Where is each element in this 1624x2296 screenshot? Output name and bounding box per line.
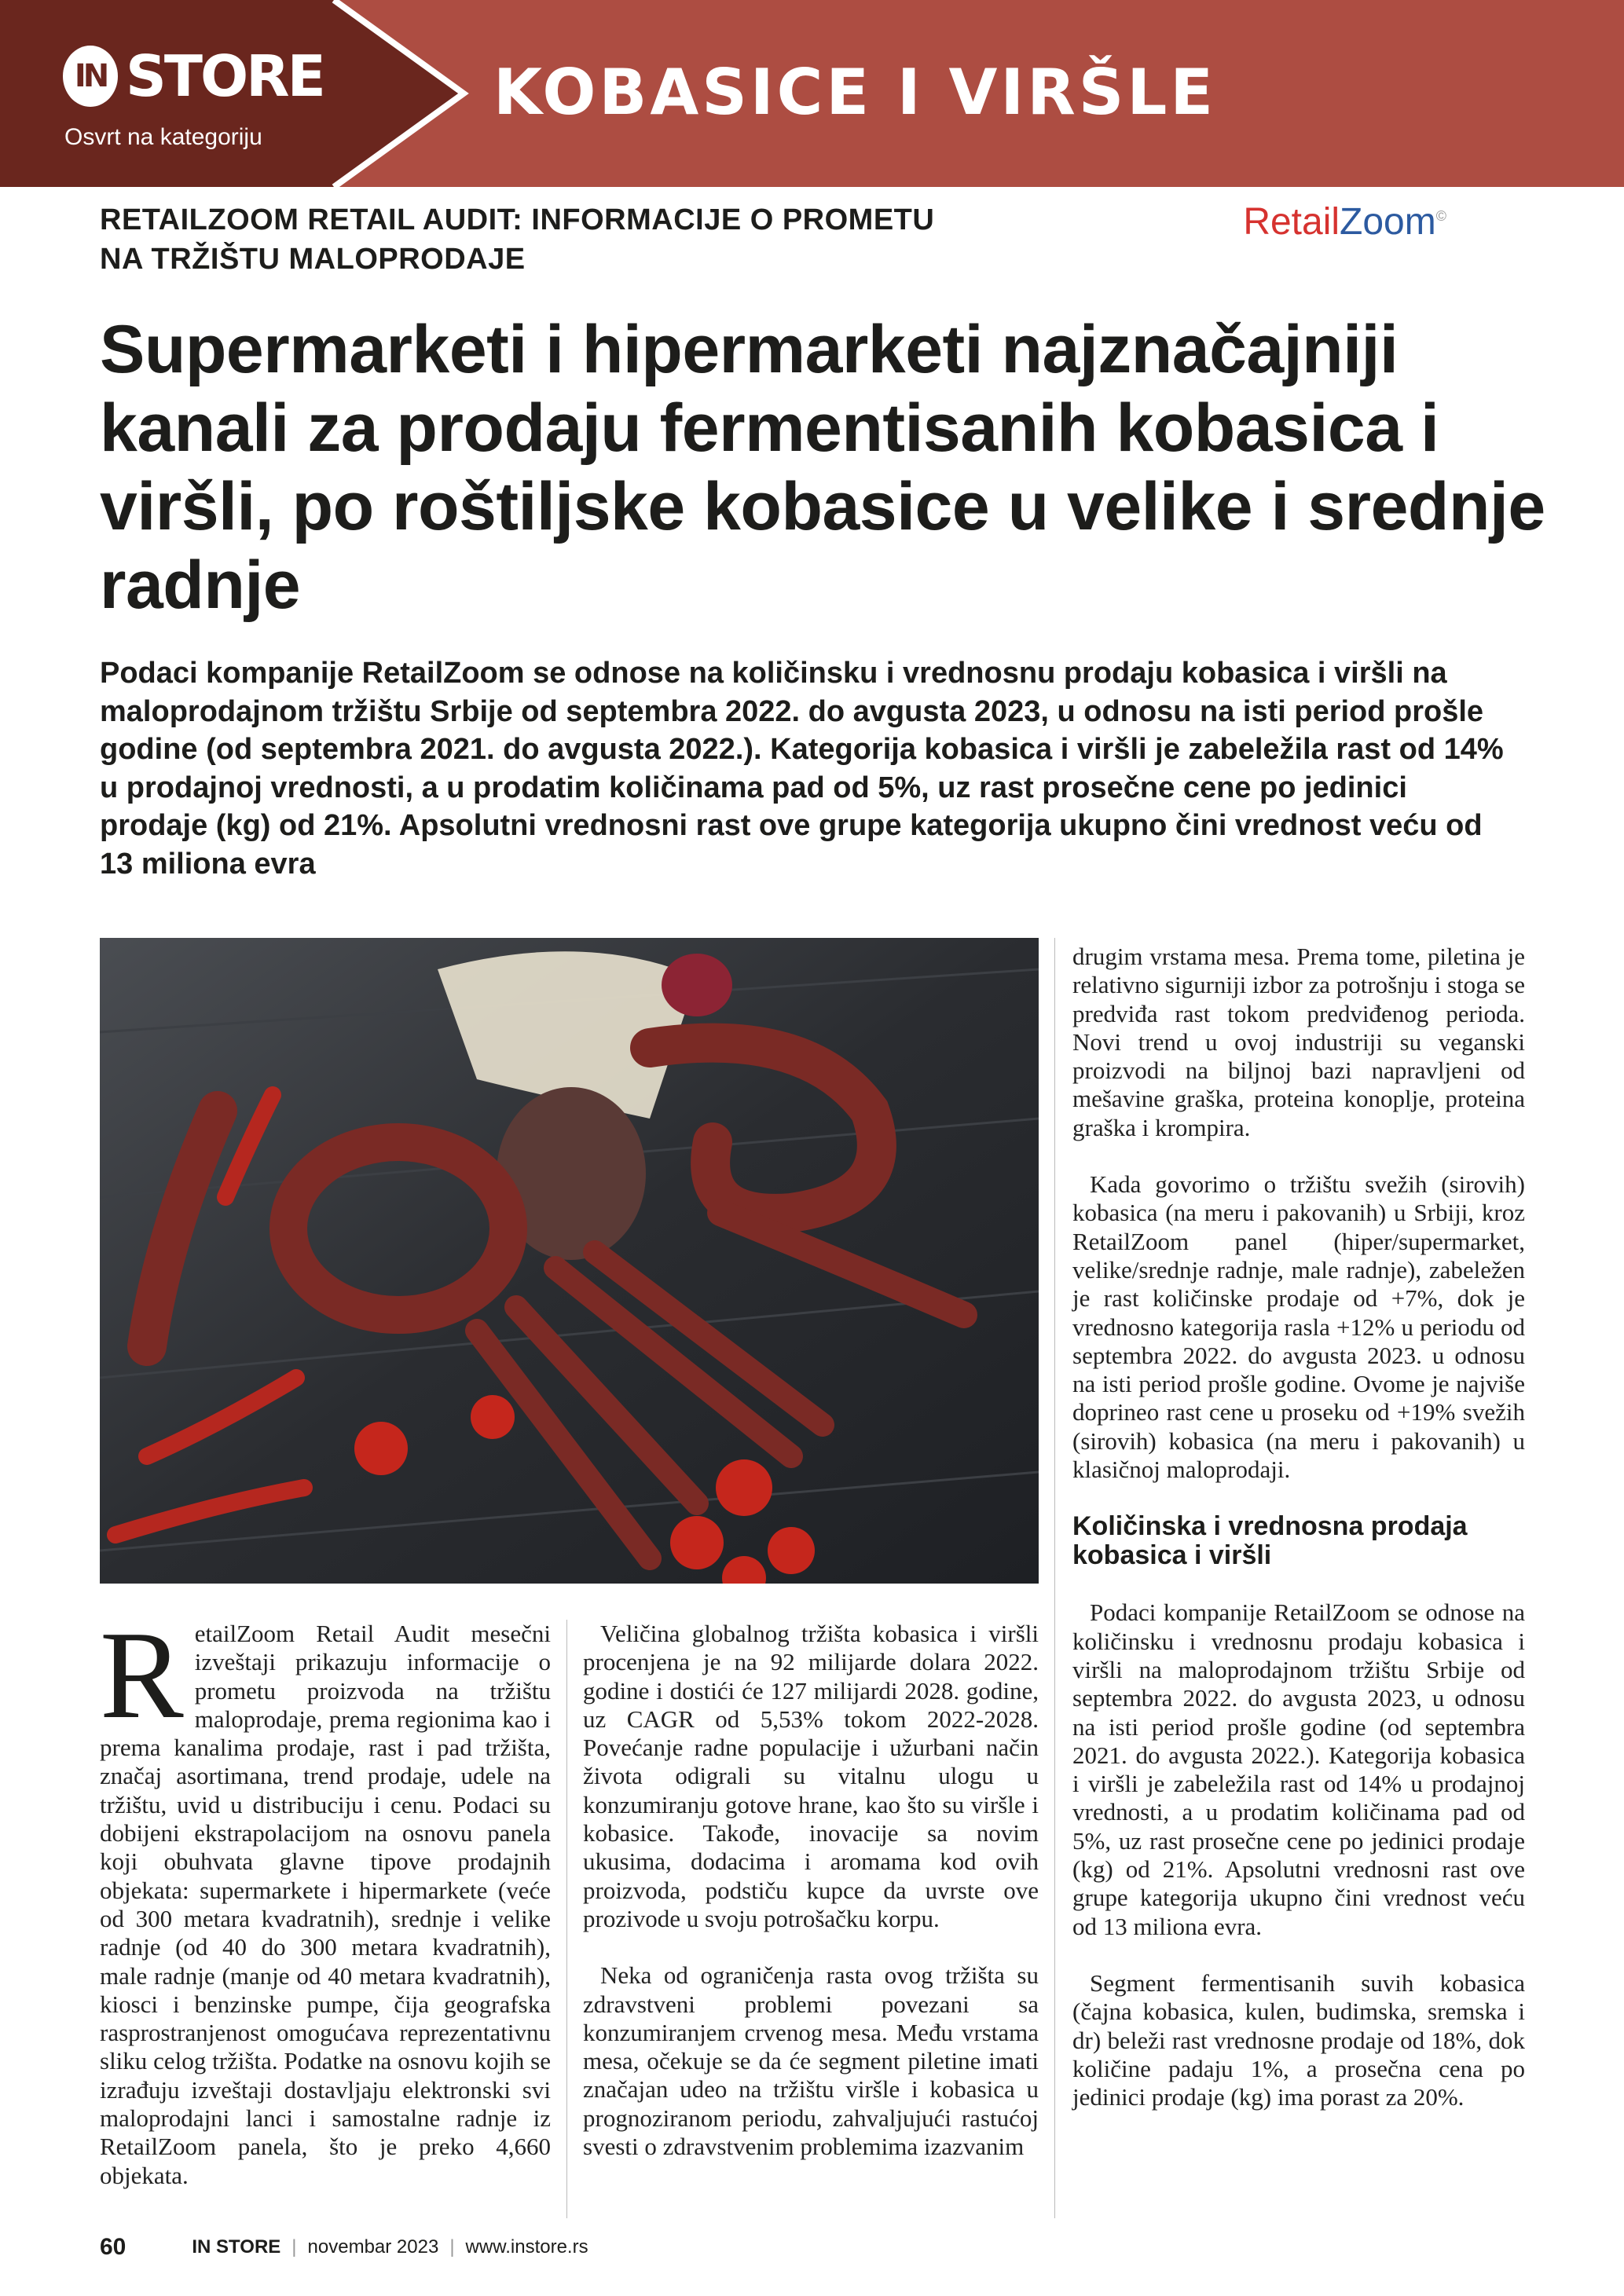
article-column-3 — [1072, 943, 1525, 2218]
retailzoom-logo — [1243, 200, 1446, 244]
paragraph: Segment fermentisanih suvih kobasica (čajna kobasica, kulen, budimska, sremska i dr) beleži rast vrednosne prodaje od 18%, dok količine padaju 1%, a prosečna cena po jedinici prodaje (kg) ima porast za 20%. — [1072, 1968, 1525, 2111]
article-column-2 — [583, 1620, 1039, 2218]
article-top-row — [100, 187, 1525, 279]
article-kicker — [100, 200, 934, 279]
sausages-photo — [100, 938, 1039, 1584]
logo-part-retail: Retail — [1243, 201, 1340, 243]
article-column-1 — [100, 1605, 551, 2218]
paragraph: Kada govorimo o tržištu svežih (sirovih) kobasica (na meru i pakovanih) u Srbiji, kroz RetailZoom panel (hiper/supermarket, velike/srednje radnje, male radnje), zabeležen je rast količinske prodaje od +7%, dok je vrednosno kategorija rasla +12% u periodu od septembra 2022. do avgusta 2023. u odnosu na isti period prošle godine. Ovome je najviše doprineo rast cene u proseku od +19% svežih (sirovih) kobasica (na meru i pakovanih) u klasičnoj maloprodaji. — [1072, 1170, 1525, 1484]
footer-logo: IN STORE — [192, 2236, 281, 2258]
footer-issue: novembar 2023 — [307, 2236, 439, 2258]
logo-part-zoom: Zoom — [1340, 201, 1436, 243]
in-circle-logo-icon: IN — [63, 46, 118, 107]
header-tagline: Osvrt na kategoriju — [64, 124, 262, 150]
paragraph: Neka od ograničenja rasta ovog tržišta su zdravstveni problemi povezani sa konzumiranjem crvenog mesa. Među vrstama mesa, očekuje se da će segment piletine imati značajan udeo na tržištu viršle i kobasica u prognoziranom periodu, zahvaljujući rastućoj svesti o zdravstvenim problemima izazvanim — [583, 1961, 1039, 2161]
instore-logo — [63, 43, 324, 109]
page-number: 60 — [100, 2233, 126, 2260]
footer-divider: | — [449, 2236, 455, 2258]
article-left-area — [100, 938, 1039, 2218]
article-content — [0, 187, 1624, 2284]
logo-mark: © — [1435, 208, 1446, 224]
paragraph: etailZoom Retail Audit mesečni izveštaji prikazuju informacije o prometu proizvoda na tržištu maloprodaje, prema regionima kao i prema kanalima prodaje, rast i pad tržišta, značaj asortimana, trend prodaje, udele na tržištu, uvid u distribuciju i cenu. Podaci su dobijeni ekstrapolacijom na osnovu panela koji obuhvata glavne tipove prodajnih objekata: supermarkete i hipermarkete (veće od 300 metara kvadratnih), srednje i velike radnje (od 40 do 300 metara kvadratnih), male radnje (manje od 40 metara kvadratnih), kiosci i benzinske pumpe, čija geografska rasprostranjenost omogućava reprezentativnu sliku celog tržišta. Podatke na osnovu kojih se izrađuju izveštaji dostavljaju elektronski svi maloprodajni lanci i samostalne radnje iz RetailZoom panela, što je preko 4,660 objekata. — [100, 1620, 551, 2189]
sausages-illustration — [100, 938, 1039, 1584]
drop-cap: R — [100, 1605, 184, 1745]
column-divider — [1054, 938, 1055, 2218]
footer-divider: | — [291, 2236, 297, 2258]
logo-store-text: STORE — [126, 43, 324, 109]
section-subheading: Količinska i vrednosna prodaja kobasica i viršli — [1072, 1511, 1468, 1571]
column-divider — [566, 1620, 567, 2218]
article-body — [100, 938, 1525, 2218]
lower-columns — [100, 1605, 1039, 2218]
kicker-line-1: RETAILZOOM RETAIL AUDIT: INFORMACIJE O PROMETU — [100, 203, 935, 236]
category-header-banner — [0, 0, 1624, 187]
paragraph: Veličina globalnog tržišta kobasica i viršli procenjena je na 92 milijarde dolara 2022. godine i dostići će 127 milijardi 2028. godine, uz CAGR od 5,53% tokom 2022-2028. Povećanje radne populacije i užurbani način života odigrali su vitalnu ulogu u konzumiranju gotove hrane, kao što su viršle i kobasice. Takođe, inovacije sa novim ukusima, dodacima i aromama kod ovih proizvoda, podstiču kupce da uvrste ove prozivode u svoju potrošačku korpu. — [583, 1620, 1039, 1932]
paragraph: drugim vrstama mesa. Prema tome, piletina je relativno sigurniji izbor za potrošnju i stoga se predviđa rast tokom predviđenog perioda. Novi trend u ovoj industriji su veganski proizvodi na biljnoj bazi napravljeni od mešavine graška, proteina konoplje, proteina graška i krompira. — [1072, 943, 1525, 1141]
section-title: KOBASICE I VIRŠLE — [493, 56, 1217, 129]
page-footer — [100, 2234, 1525, 2284]
footer-website-link[interactable]: www.instore.rs — [465, 2236, 588, 2258]
article-headline: Supermarketi i hipermarketi najznačajniji kanali za prodaju fermentisanih kobasica i viršli, po roštiljske kobasice u velike i srednje radnje — [100, 312, 1545, 623]
article-intro: Podaci kompanije RetailZoom se odnose na količinsku i vrednosnu prodaju kobasica i viršli na maloprodajnom tržištu Srbije od septembra 2022. do avgusta 2023, u odnosu na isti period prošle godine (od septembra 2021. do avgusta 2022.). Kategorija kobasica i viršli je zabeležila rast od 14% u prodajnoj vrednosti, a u prodatim količinama pad od 5%, uz rast prosečne cene po jedinici prodaje (kg) od 21%. Apsolutni vrednosni rast ove grupe kategorija ukupno čini vrednost veću od 13 miliona evra — [100, 657, 1504, 881]
paragraph: Podaci kompanije RetailZoom se odnose na količinsku i vrednosnu prodaju kobasica i viršli na maloprodajnom tržištu Srbije od septembra 2022. do avgusta 2023, u odnosu na isti period prošle godine (od septembra 2021. do avgusta 2022.). Kategorija kobasica i viršli je zabeležila rast od 14% u prodajnoj vrednosti, a u prodatim količinama pad od 5%, uz rast prosečne cene po jedinici prodaje (kg) od 21%. Apsolutni vrednosni rast ove grupe kategorija ukupno čini vrednost veću od 13 miliona evra. — [1072, 1598, 1525, 1940]
kicker-line-2: NA TRŽIŠTU MALOPRODAJE — [100, 243, 526, 276]
